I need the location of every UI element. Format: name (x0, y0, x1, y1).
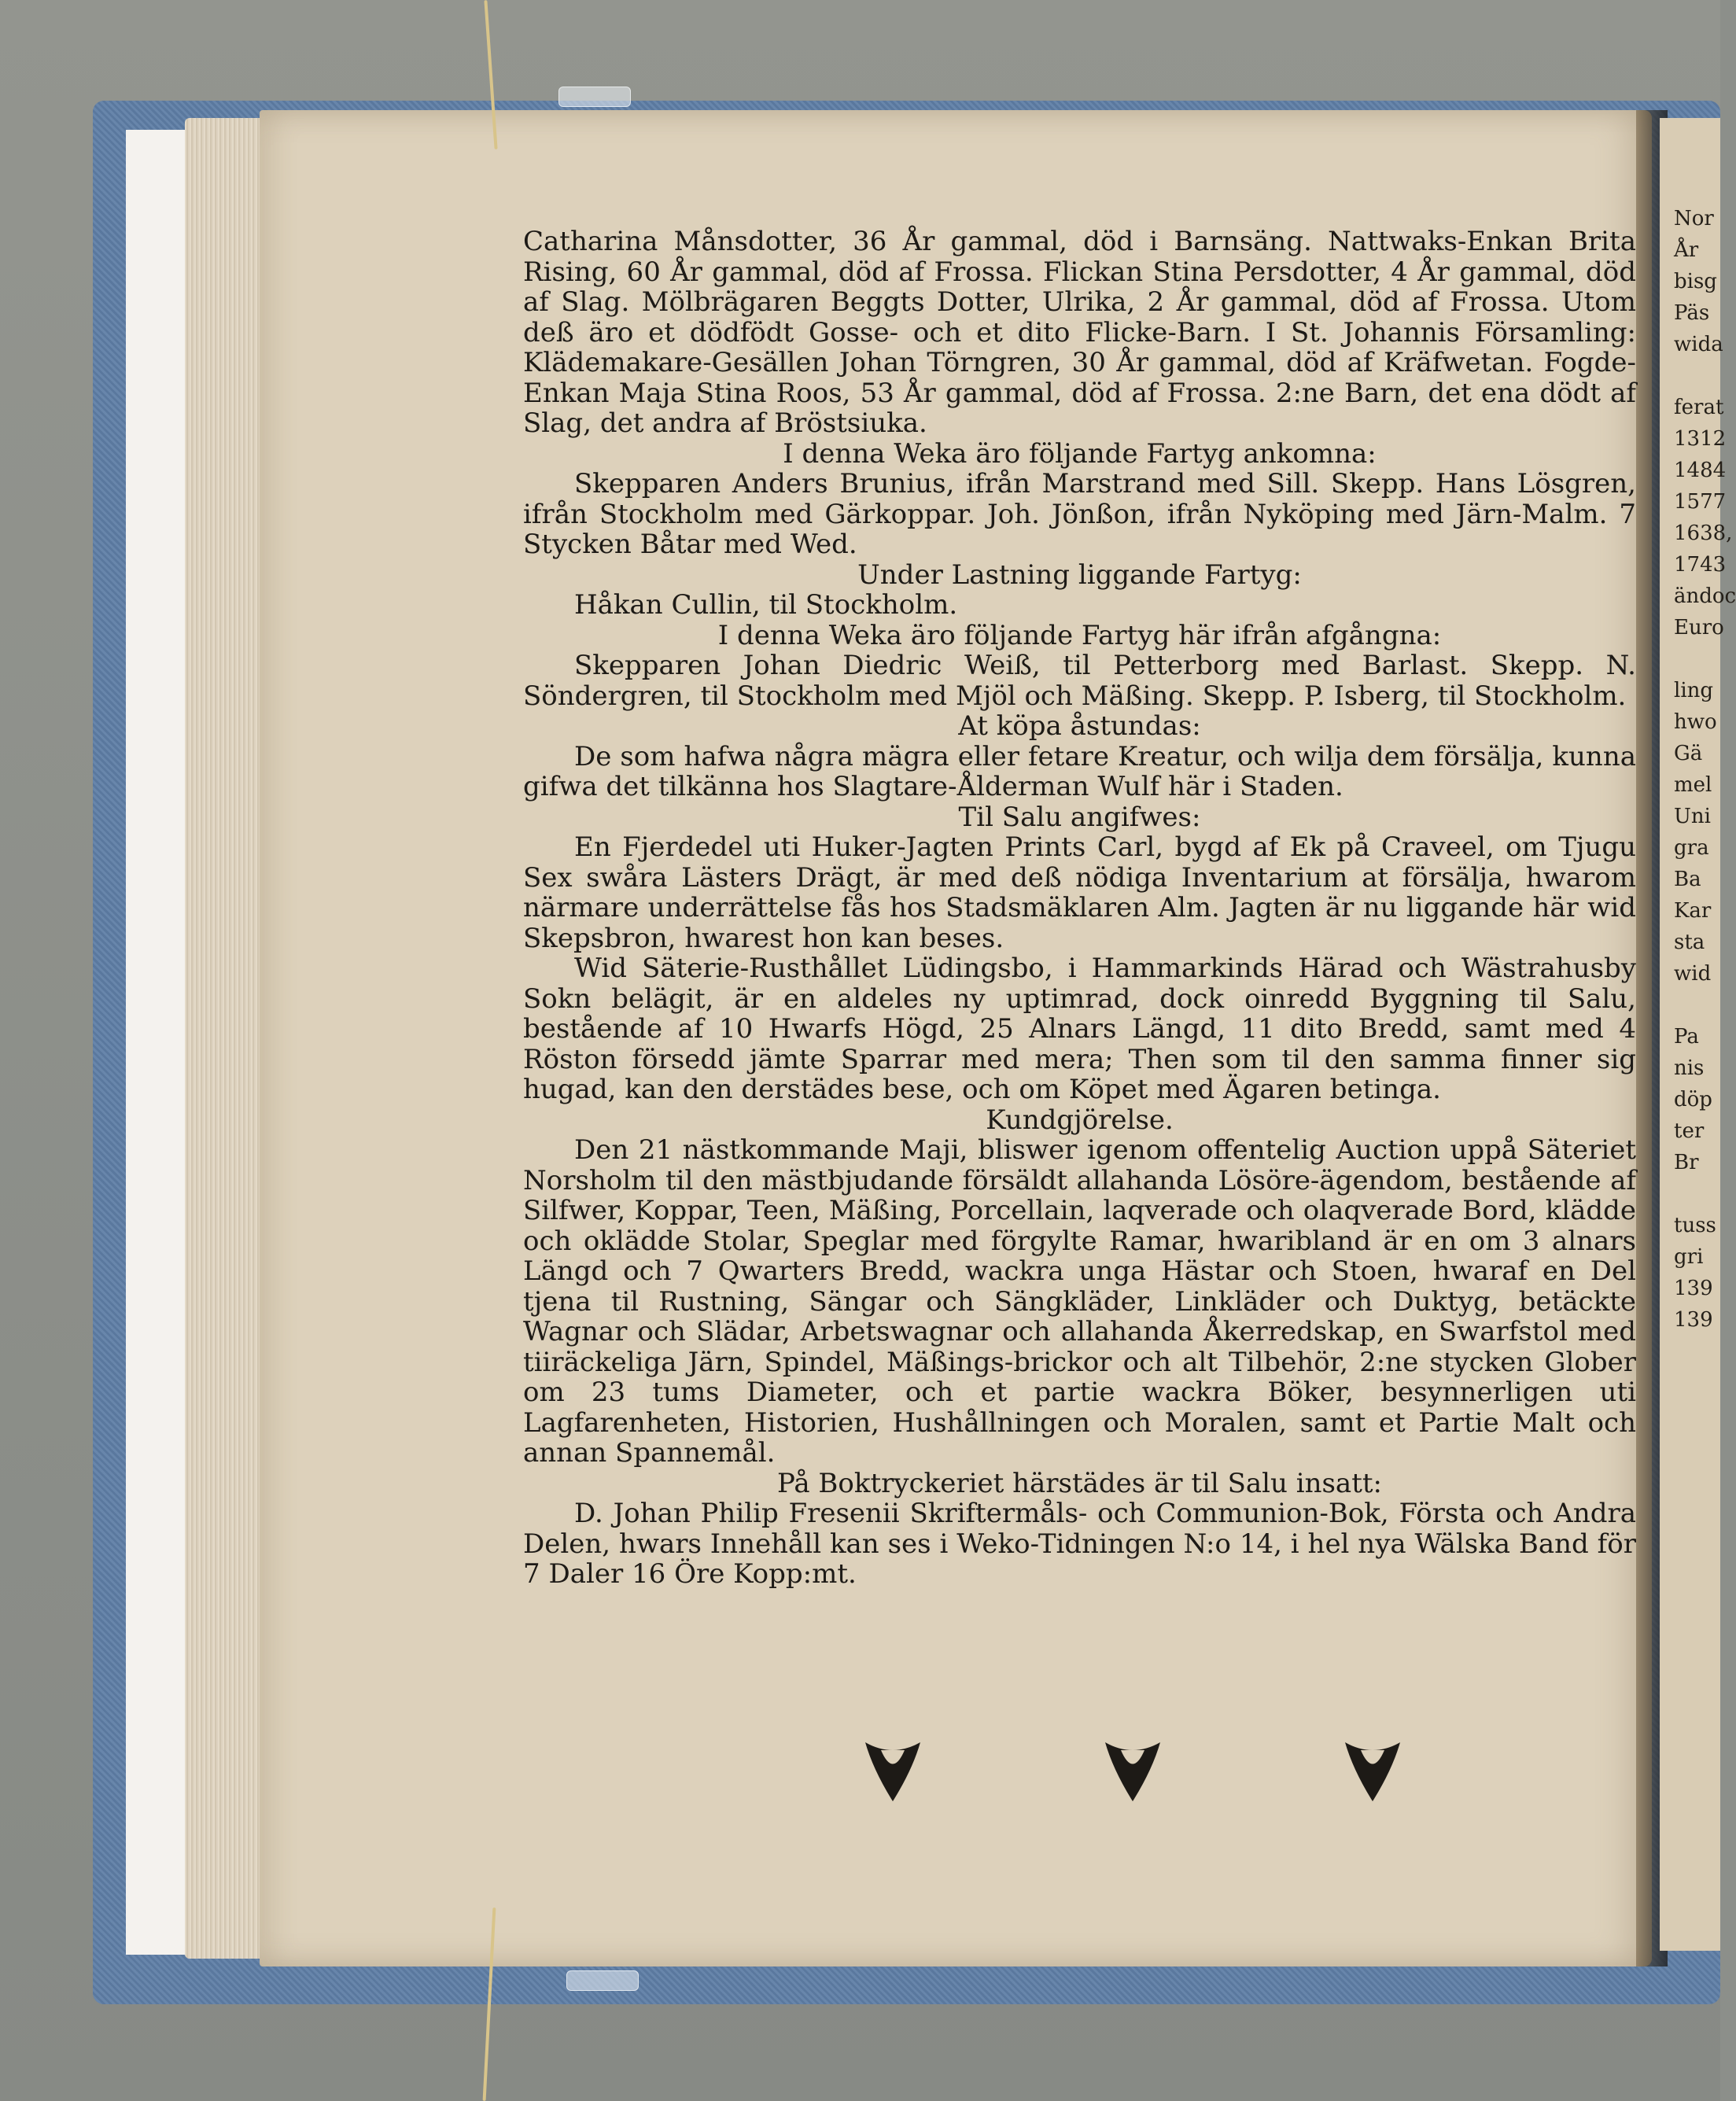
fleuron-icon (1097, 1734, 1168, 1805)
margin-fragment: Br (1674, 1151, 1699, 1174)
margin-fragment: Uni (1674, 805, 1711, 828)
margin-fragment: 1484 (1674, 459, 1727, 482)
paragraph: Den 21 nästkommande Maji, bliswer igenom offentelig Auction uppå Säteriet Norsholm til den mästbjudande försäldt allahanda Lösöre-ägendom, bestående af Silfwer, Koppar, Teen, Mäßing, Porcellain, laqverade och olaqverade Bord, klädde och oklädde Stolar, Speglar med förgylte Ramar, hwaribland är en om 3 alnars Längd och 7 Qwarters Bredd, wackra unga Hästar och Stoen, hwaraf en Del tjena til Rustning, Sängar och Sängkläder, Linkläder och Duktyg, betäckte Wagnar och Slädar, Arbetswagnar och allahanda Åkerredskap, en Swarfstol med tiiräckeliga Järn, Spindel, Mäßings-brickor och alt Tilbehör, 2:ne stycken Glober om 23 tums Diameter, och et partie wackra Böker, besynnerligen uti Lagfarenheten, Historien, Hushållningen och Moralen, samt et Partie Malt och annan Spannemål. (523, 1134, 1636, 1469)
margin-fragment: 1638, (1674, 522, 1733, 545)
margin-fragment: ter (1674, 1119, 1705, 1143)
margin-fragment: Gä (1674, 742, 1703, 765)
margin-fragment: 1577 (1674, 490, 1727, 514)
paragraph: De som hafwa några mägra eller fetare Kreatur, och wilja dem försälja, kunna gifwa det tilkänna hos Slagtare-Ålderman Wulf här i Staden. (523, 740, 1636, 802)
document-text (523, 227, 1636, 1590)
margin-fragment: Päs (1674, 301, 1710, 325)
margin-fragment: 1312 (1674, 427, 1727, 451)
margin-fragment: ferat (1674, 396, 1724, 419)
margin-fragment (1674, 1178, 1720, 1210)
margin-fragment: döp (1674, 1088, 1712, 1111)
margin-fragment: Ba (1674, 868, 1701, 891)
ornament-row (857, 1734, 1408, 1805)
margin-fragment: Kar (1674, 899, 1712, 923)
section-heading: I denna Weka äro följande Fartyg här ifrån afgångna: (717, 619, 1442, 651)
margin-fragment (1674, 643, 1720, 675)
facing-page-fragments (1674, 203, 1736, 1336)
page-clip (566, 1970, 639, 1991)
paragraph: D. Johan Philip Fresenii Skriftermåls- och Communion-Bok, Första och Andra Delen, hwars Innehåll kan ses i Weko-Tidningen N:o 14, i hel nya Wälska Band för 7 Daler 16 Öre Kopp:mt. (523, 1498, 1636, 1590)
paragraph: Wid Säterie-Rusthållet Lüdingsbo, i Hammarkinds Härad och Wästrahusby Sokn belägit, är en aldeles ny uptimrad, dock oinredd Byggning til Salu, bestående af 10 Hwarfs Högd, 25 Alnars Längd, 11 dito Bredd, samt med 4 Röston försedd jämte Sparrar med mera; Then som til den samma finner sig hugad, kan den derstädes bese, och om Köpet med Ägaren betinga. (523, 953, 1636, 1105)
margin-fragment: Pa (1674, 1025, 1699, 1049)
margin-fragment: gri (1674, 1245, 1704, 1269)
margin-fragment: tuss (1674, 1214, 1716, 1237)
margin-fragment: 139 (1674, 1308, 1713, 1332)
paragraph: En Fjerdedel uti Huker-Jagten Prints Carl, bygd af Ek på Craveel, om Tjugu Sex swåra Lästers Drägt, är med deß nödiga Inventarium at försälja, hwarom närmare underrättelse fås hos Stadsmäklaren Alm. Jagten är nu liggande här wid Skepsbron, hwarest hon kan beses. (523, 831, 1636, 954)
margin-fragment: mel (1674, 773, 1712, 797)
section-heading: Til Salu angifwes: (958, 801, 1201, 833)
section-heading: Under Lastning liggande Fartyg: (857, 558, 1302, 591)
margin-fragment: bisg (1674, 270, 1717, 293)
fleuron-icon (857, 1734, 928, 1805)
margin-fragment: 139 (1674, 1277, 1713, 1300)
fleuron-icon (1337, 1734, 1408, 1805)
page-clip (558, 87, 631, 107)
margin-fragment: Euro (1674, 616, 1724, 640)
margin-fragment: wid (1674, 962, 1712, 986)
section-heading: At köpa åstundas: (958, 710, 1201, 742)
margin-fragment: 1743 (1674, 553, 1727, 577)
paragraph: Skepparen Anders Brunius, ifrån Marstrand med Sill. Skepp. Hans Lösgren, ifrån Stockholm med Gärkoppar. Joh. Jönßon, ifrån Nyköping med Järn-Malm. 7 Stycken Båtar med Wed. (523, 468, 1636, 560)
paragraph: Skepparen Johan Diedric Weiß, til Petterborg med Barlast. Skepp. N. Söndergren, til Stockholm med Mjöl och Mäßing. Skepp. P. Isberg, til Stockholm. (523, 650, 1636, 712)
paragraph: Catharina Månsdotter, 36 År gammal, död i Barnsäng. Nattwaks-Enkan Brita Rising, 60 År gammal, död af Frossa. Flickan Stina Persdotter, 4 År gammal, död af Slag. Mölbrägaren Beggts Dotter, Ulrika, 2 År gammal, död af Frossa. Utom deß äro et dödfödt Gosse- och et dito Flicke-Barn. I St. Johannis Församling: Klädemakare-Gesällen Johan Törngren, 30 År gammal, död af Kräfwetan. Fogde-Enkan Maja Stina Roos, 53 År gammal, död af Frossa. 2:ne Barn, det ena dödt af Slag, det andra af Bröstsiuka. (523, 226, 1636, 439)
margin-fragment: År (1674, 238, 1699, 262)
section-heading: Kundgjörelse. (986, 1104, 1174, 1136)
margin-fragment: nis (1674, 1056, 1705, 1080)
section-heading: I denna Weka äro följande Fartyg ankomna: (783, 437, 1377, 470)
margin-fragment: gra (1674, 836, 1709, 860)
margin-fragment (1674, 990, 1720, 1021)
margin-fragment: sta (1674, 931, 1705, 954)
paragraph: Håkan Cullin, til Stockholm. (574, 589, 958, 621)
margin-fragment: hwo (1674, 710, 1717, 734)
margin-fragment: Nor (1674, 207, 1714, 230)
section-heading: På Boktryckeriet härstädes är til Salu insatt: (776, 1467, 1382, 1499)
margin-fragment: ändoc (1674, 584, 1736, 608)
margin-fragment (1674, 360, 1720, 392)
margin-fragment: wida (1674, 333, 1723, 356)
endpaper (126, 130, 189, 1955)
margin-fragment: ling (1674, 679, 1714, 702)
